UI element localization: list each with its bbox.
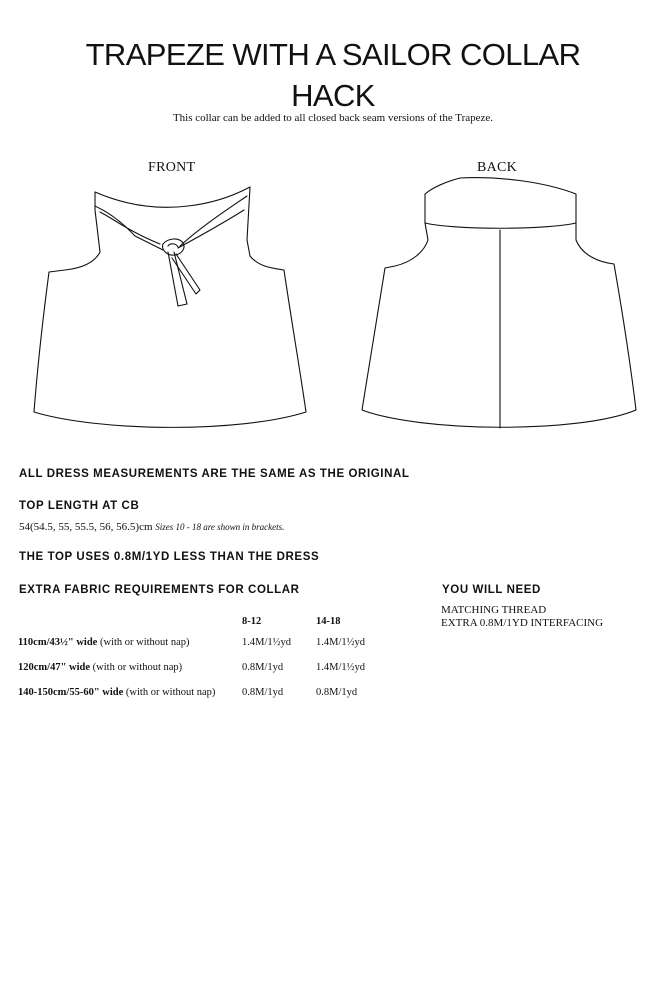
fabric-requirements-table: [18, 612, 396, 705]
nap-note: (with or without nap): [125, 687, 216, 698]
table-header-row: [18, 612, 396, 630]
top-length-line: [19, 521, 284, 533]
you-will-need-heading: YOU WILL NEED: [442, 584, 541, 596]
fabric-less-heading: THE TOP USES 0.8M/1YD LESS THAN THE DRESS: [19, 551, 320, 563]
amount-cell: 0.8M/1yd: [242, 662, 284, 673]
you-will-need-list: [441, 604, 603, 630]
table-row: [18, 630, 396, 655]
list-item: MATCHING THREAD: [441, 604, 547, 616]
list-item: EXTRA 0.8M/1YD INTERFACING: [441, 617, 604, 629]
amount-cell: 0.8M/1yd: [316, 687, 358, 698]
subtitle: This collar can be added to all closed back seam versions of the Trapeze.: [172, 112, 494, 124]
fabric-width: 110cm/43½" wide: [18, 637, 98, 648]
extra-fabric-heading: EXTRA FABRIC REQUIREMENTS FOR COLLAR: [19, 584, 300, 596]
top-length-heading: TOP LENGTH AT CB: [19, 500, 140, 512]
garment-illustrations: [0, 0, 666, 440]
table-row: [18, 680, 396, 705]
back-view-label: BACK: [477, 160, 518, 175]
measurements-heading: ALL DRESS MEASUREMENTS ARE THE SAME AS THE ORIGINAL: [19, 468, 410, 480]
front-view-label: FRONT: [148, 160, 196, 175]
top-length-value: 54(54.5, 55, 55.5, 56, 56.5)cm: [19, 521, 153, 533]
column-header: 14-18: [316, 615, 341, 627]
back-top-drawing: [362, 178, 636, 428]
amount-cell: 1.4M/1½yd: [316, 662, 366, 673]
amount-cell: 1.4M/1½yd: [316, 637, 366, 648]
amount-cell: 1.4M/1½yd: [242, 637, 292, 648]
page-title-line2: HACK: [291, 78, 375, 113]
top-length-note: Sizes 10 - 18 are shown in brackets.: [155, 522, 285, 532]
fabric-width: 140-150cm/55-60" wide: [18, 687, 124, 698]
fabric-width: 120cm/47" wide: [18, 662, 91, 673]
page-title: TRAPEZE WITH A SAILOR COLLAR: [85, 37, 581, 72]
table-row: [18, 655, 396, 680]
front-top-drawing: [34, 187, 306, 427]
amount-cell: 0.8M/1yd: [242, 687, 284, 698]
nap-note: (with or without nap): [92, 662, 183, 673]
column-header: 8-12: [242, 615, 262, 627]
nap-note: (with or without nap): [99, 637, 190, 648]
